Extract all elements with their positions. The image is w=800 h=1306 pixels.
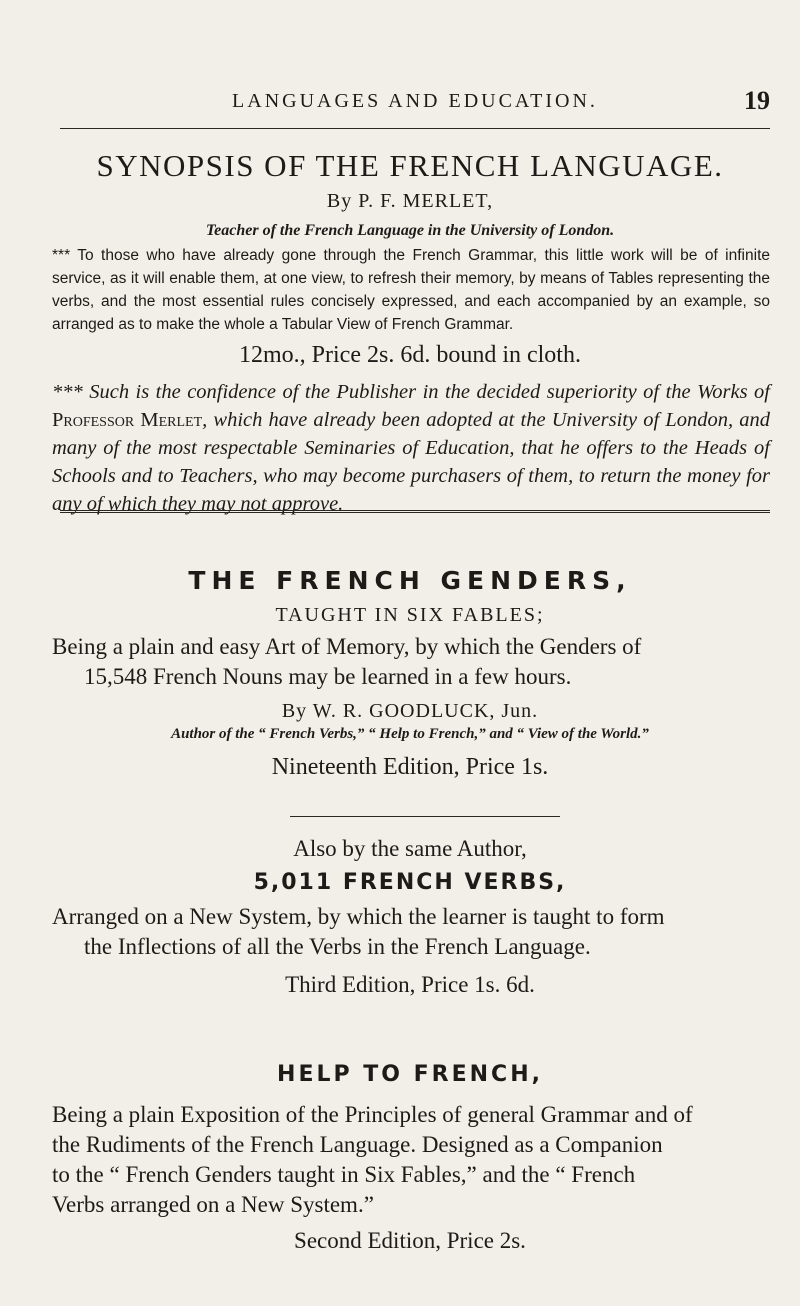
running-head [60,86,770,126]
genders-line1: Being a plain and easy Art of Memory, by which the Genders of [52,634,642,659]
verbs-edition: Third Edition, Price 1s. 6d. [285,972,535,997]
genders-byline: By W. R. GOODLUCK, Jun. [281,700,539,722]
section-rule [60,510,770,513]
genders-author-line: Author of the “ French Verbs,” “ Help to French,” and “ View of the World.” [171,726,649,742]
help-line3: to the “ French Genders taught in Six Fables,” and the “ French [52,1162,636,1187]
running-title: LANGUAGES AND EDUCATION. [232,90,598,112]
verbs-line2: the Inflections of all the Verbs in the French Language. [84,934,591,959]
synopsis-price: 12mo., Price 2s. 6d. bound in cloth. [239,342,581,368]
synopsis-title: SYNOPSIS OF THE FRENCH LANGUAGE. [96,148,724,183]
synopsis-byline: By P. F. MERLET, [326,190,494,212]
page-number: 19 [744,86,770,115]
publisher-note-part1: *** Such is the confidence of the Publisher in the decided superiority of the Works of [52,381,770,403]
divider-short [290,816,560,817]
help-title: HELP TO FRENCH, [277,1062,543,1087]
help-edition: Second Edition, Price 2s. [294,1228,526,1253]
publisher-note [52,378,770,518]
genders-title: THE FRENCH GENDERS, [188,566,632,595]
synopsis-description: *** To those who have already gone through the French Grammar, this little work will be of infinite service, as it will enable them, at one view, to refresh their memory, by means of Tables representing the verbs, and the most essential rules concisely expressed, and each accompanied by an example, so arranged as to make the whole a Tabular View of French Grammar. [52,247,770,333]
publisher-note-part2: , which have already been adopted at the University of London, and many of the most respectable Seminaries of Education, that he offers to the Heads of Schools and to Teachers, who may become purchasers of them, to return the money for any of which they may not approve. [52,409,771,515]
verbs-title: 5,011 FRENCH VERBS, [253,870,567,895]
publisher-note-name: Professor Merlet [52,409,203,431]
help-line4: Verbs arranged on a New System.” [52,1192,374,1217]
help-line2: the Rudiments of the French Language. Designed as a Companion [52,1132,663,1157]
genders-edition: Nineteenth Edition, Price 1s. [271,754,549,780]
header-rule [60,128,770,129]
verbs-line1: Arranged on a New System, by which the learner is taught to form [52,904,665,929]
verbs-also: Also by the same Author, [293,836,527,861]
help-line1: Being a plain Exposition of the Principles of general Grammar and of [52,1102,693,1127]
genders-subtitle: TAUGHT IN SIX FABLES; [275,604,545,626]
genders-line2: 15,548 French Nouns may be learned in a few hours. [84,664,572,689]
synopsis-affiliation: Teacher of the French Language in the University of London. [205,222,615,239]
